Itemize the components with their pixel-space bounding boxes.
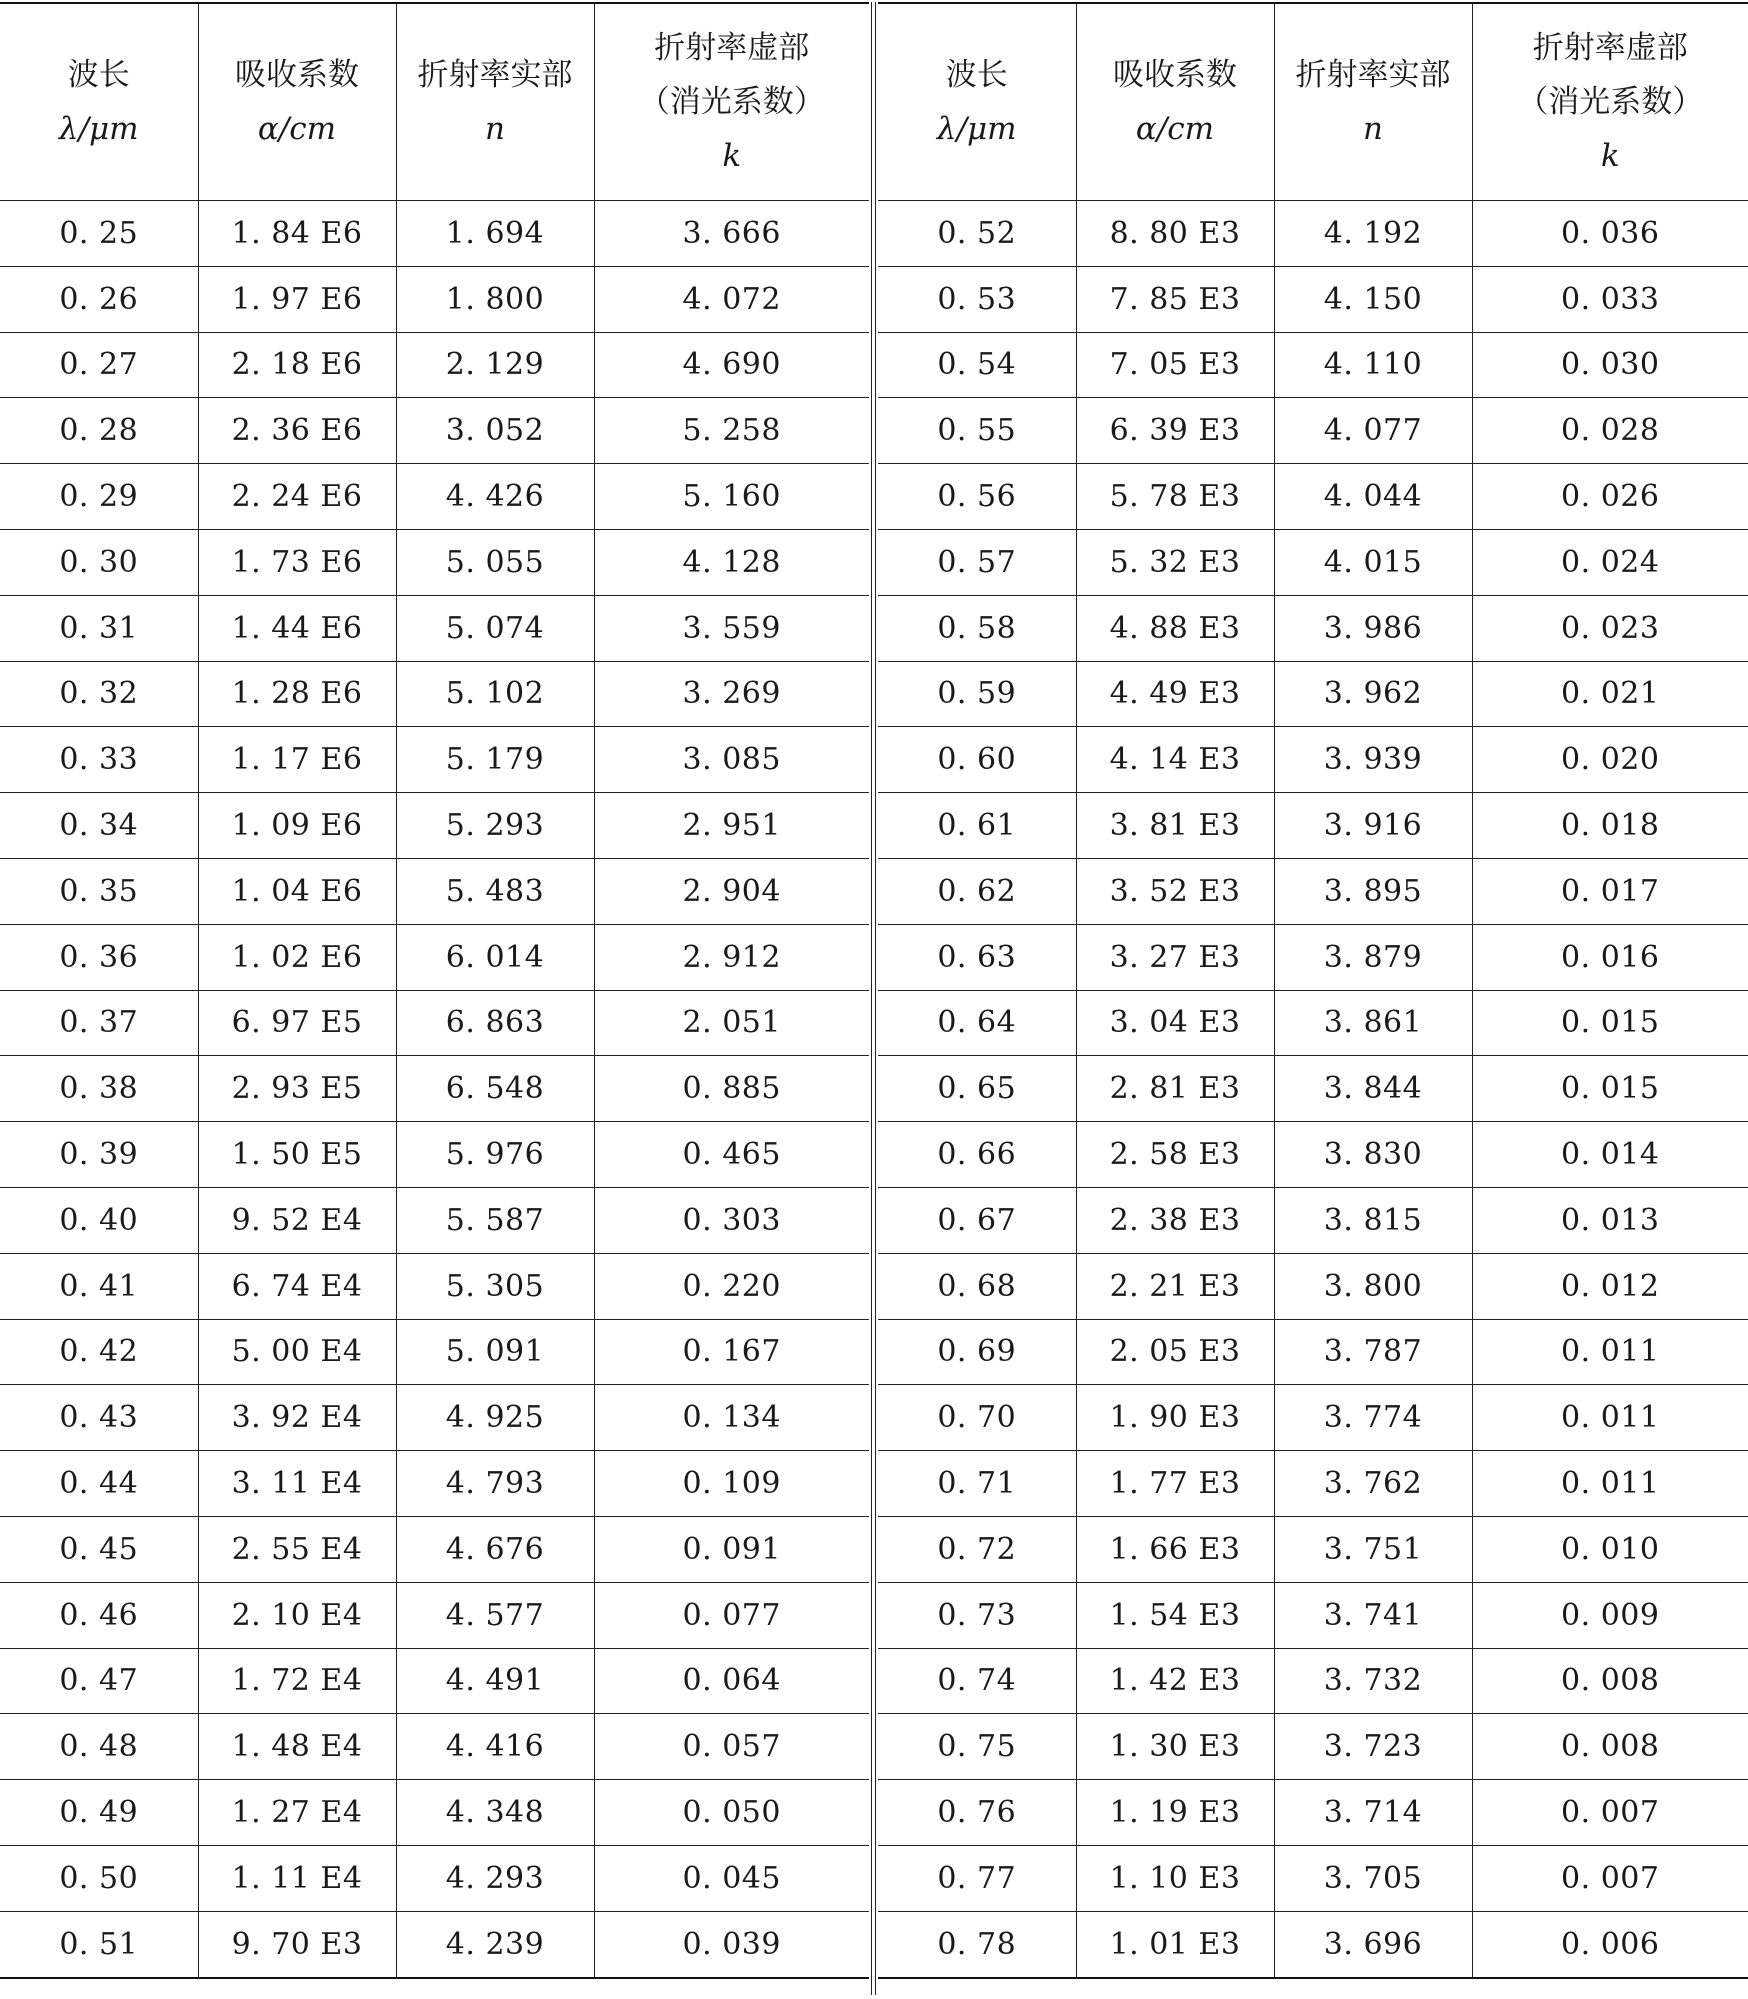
cell-extinction-k: 0. 077	[594, 1582, 869, 1648]
cell-refractive-n: 4. 015	[1274, 529, 1472, 595]
table-row	[878, 1911, 1748, 1977]
cell-extinction-k: 0. 026	[1472, 464, 1748, 530]
cell-wavelength: 0. 77	[878, 1845, 1076, 1911]
table-row	[878, 1319, 1748, 1385]
cell-wavelength: 0. 48	[0, 1714, 198, 1780]
cell-wavelength: 0. 57	[878, 529, 1076, 595]
cell-wavelength: 0. 64	[878, 990, 1076, 1056]
cell-absorption: 3. 92 E4	[198, 1385, 396, 1451]
cell-absorption: 1. 11 E4	[198, 1845, 396, 1911]
cell-refractive-n: 6. 863	[396, 990, 594, 1056]
cell-refractive-n: 3. 705	[1274, 1845, 1472, 1911]
cell-absorption: 7. 85 E3	[1076, 266, 1274, 332]
cell-wavelength: 0. 29	[0, 464, 198, 530]
table-row	[0, 529, 869, 595]
cell-extinction-k: 0. 109	[594, 1451, 869, 1517]
cell-absorption: 1. 84 E6	[198, 201, 396, 267]
cell-refractive-n: 5. 483	[396, 858, 594, 924]
cell-extinction-k: 0. 011	[1472, 1319, 1748, 1385]
table-row	[0, 1516, 869, 1582]
cell-extinction-k: 0. 064	[594, 1648, 869, 1714]
cell-absorption: 1. 97 E6	[198, 266, 396, 332]
cell-refractive-n: 5. 293	[396, 793, 594, 859]
cell-wavelength: 0. 62	[878, 858, 1076, 924]
cell-wavelength: 0. 34	[0, 793, 198, 859]
cell-extinction-k: 4. 128	[594, 529, 869, 595]
cell-absorption: 6. 74 E4	[198, 1253, 396, 1319]
cell-wavelength: 0. 37	[0, 990, 198, 1056]
cell-absorption: 1. 17 E6	[198, 727, 396, 793]
cell-absorption: 4. 88 E3	[1076, 595, 1274, 661]
cell-extinction-k: 3. 085	[594, 727, 869, 793]
cell-extinction-k: 0. 015	[1472, 990, 1748, 1056]
cell-extinction-k: 0. 028	[1472, 398, 1748, 464]
header-absorption: 吸收系数 α/cm	[1076, 3, 1274, 201]
cell-extinction-k: 0. 016	[1472, 924, 1748, 990]
cell-wavelength: 0. 36	[0, 924, 198, 990]
cell-wavelength: 0. 73	[878, 1582, 1076, 1648]
cell-refractive-n: 3. 916	[1274, 793, 1472, 859]
table-row	[0, 1056, 869, 1122]
cell-wavelength: 0. 45	[0, 1516, 198, 1582]
cell-extinction-k: 4. 690	[594, 332, 869, 398]
cell-extinction-k: 0. 885	[594, 1056, 869, 1122]
cell-wavelength: 0. 70	[878, 1385, 1076, 1451]
cell-absorption: 1. 44 E6	[198, 595, 396, 661]
table-row	[878, 1845, 1748, 1911]
cell-wavelength: 0. 25	[0, 201, 198, 267]
cell-wavelength: 0. 63	[878, 924, 1076, 990]
cell-wavelength: 0. 66	[878, 1122, 1076, 1188]
cell-extinction-k: 2. 904	[594, 858, 869, 924]
cell-extinction-k: 0. 023	[1472, 595, 1748, 661]
cell-absorption: 1. 72 E4	[198, 1648, 396, 1714]
cell-extinction-k: 0. 057	[594, 1714, 869, 1780]
cell-wavelength: 0. 78	[878, 1911, 1076, 1977]
cell-refractive-n: 3. 732	[1274, 1648, 1472, 1714]
table-row	[0, 398, 869, 464]
table-row	[0, 464, 869, 530]
cell-wavelength: 0. 38	[0, 1056, 198, 1122]
cell-wavelength: 0. 44	[0, 1451, 198, 1517]
cell-wavelength: 0. 40	[0, 1187, 198, 1253]
header-wavelength: 波长 λ/μm	[0, 3, 198, 201]
cell-extinction-k: 0. 017	[1472, 858, 1748, 924]
cell-wavelength: 0. 32	[0, 661, 198, 727]
cell-absorption: 1. 04 E6	[198, 858, 396, 924]
table-row	[0, 1911, 869, 1977]
cell-extinction-k: 0. 030	[1472, 332, 1748, 398]
cell-refractive-n: 3. 879	[1274, 924, 1472, 990]
cell-absorption: 4. 49 E3	[1076, 661, 1274, 727]
cell-wavelength: 0. 30	[0, 529, 198, 595]
cell-wavelength: 0. 35	[0, 858, 198, 924]
cell-refractive-n: 4. 491	[396, 1648, 594, 1714]
cell-extinction-k: 0. 009	[1472, 1582, 1748, 1648]
header-refractive-real: 折射率实部 n	[1274, 3, 1472, 201]
table-row	[878, 1187, 1748, 1253]
cell-refractive-n: 4. 044	[1274, 464, 1472, 530]
table-row	[0, 1845, 869, 1911]
cell-wavelength: 0. 61	[878, 793, 1076, 859]
table-row	[878, 595, 1748, 661]
cell-wavelength: 0. 58	[878, 595, 1076, 661]
cell-refractive-n: 3. 052	[396, 398, 594, 464]
cell-absorption: 3. 81 E3	[1076, 793, 1274, 859]
cell-refractive-n: 3. 696	[1274, 1911, 1472, 1977]
cell-absorption: 6. 97 E5	[198, 990, 396, 1056]
cell-absorption: 3. 52 E3	[1076, 858, 1274, 924]
cell-extinction-k: 3. 559	[594, 595, 869, 661]
cell-wavelength: 0. 60	[878, 727, 1076, 793]
cell-refractive-n: 4. 348	[396, 1780, 594, 1846]
cell-extinction-k: 0. 036	[1472, 201, 1748, 267]
cell-absorption: 3. 04 E3	[1076, 990, 1274, 1056]
cell-absorption: 1. 73 E6	[198, 529, 396, 595]
cell-absorption: 1. 50 E5	[198, 1122, 396, 1188]
right-body	[878, 201, 1748, 1978]
cell-absorption: 8. 80 E3	[1076, 201, 1274, 267]
cell-refractive-n: 4. 925	[396, 1385, 594, 1451]
cell-absorption: 1. 10 E3	[1076, 1845, 1274, 1911]
cell-absorption: 1. 90 E3	[1076, 1385, 1274, 1451]
table-row	[878, 529, 1748, 595]
cell-refractive-n: 3. 741	[1274, 1582, 1472, 1648]
cell-refractive-n: 3. 762	[1274, 1451, 1472, 1517]
header-absorption: 吸收系数 α/cm	[198, 3, 396, 201]
table-row	[0, 1582, 869, 1648]
table-row	[878, 1516, 1748, 1582]
cell-extinction-k: 0. 008	[1472, 1648, 1748, 1714]
cell-wavelength: 0. 54	[878, 332, 1076, 398]
cell-refractive-n: 4. 676	[396, 1516, 594, 1582]
cell-refractive-n: 4. 150	[1274, 266, 1472, 332]
table-row	[878, 1253, 1748, 1319]
cell-absorption: 1. 09 E6	[198, 793, 396, 859]
cell-absorption: 1. 28 E6	[198, 661, 396, 727]
cell-refractive-n: 3. 815	[1274, 1187, 1472, 1253]
cell-wavelength: 0. 50	[0, 1845, 198, 1911]
table-right-half	[878, 2, 1748, 1979]
cell-absorption: 1. 66 E3	[1076, 1516, 1274, 1582]
cell-wavelength: 0. 49	[0, 1780, 198, 1846]
cell-wavelength: 0. 65	[878, 1056, 1076, 1122]
table-row	[878, 661, 1748, 727]
cell-refractive-n: 5. 055	[396, 529, 594, 595]
cell-wavelength: 0. 68	[878, 1253, 1076, 1319]
cell-wavelength: 0. 51	[0, 1911, 198, 1977]
cell-wavelength: 0. 46	[0, 1582, 198, 1648]
cell-wavelength: 0. 76	[878, 1780, 1076, 1846]
cell-wavelength: 0. 74	[878, 1648, 1076, 1714]
table-row	[0, 793, 869, 859]
table-row	[0, 1780, 869, 1846]
cell-refractive-n: 5. 179	[396, 727, 594, 793]
table-row	[0, 201, 869, 267]
cell-wavelength: 0. 67	[878, 1187, 1076, 1253]
cell-extinction-k: 0. 045	[594, 1845, 869, 1911]
cell-absorption: 2. 93 E5	[198, 1056, 396, 1122]
cell-wavelength: 0. 31	[0, 595, 198, 661]
cell-extinction-k: 3. 269	[594, 661, 869, 727]
cell-wavelength: 0. 72	[878, 1516, 1076, 1582]
cell-extinction-k: 0. 303	[594, 1187, 869, 1253]
cell-refractive-n: 3. 939	[1274, 727, 1472, 793]
cell-extinction-k: 0. 167	[594, 1319, 869, 1385]
cell-extinction-k: 0. 015	[1472, 1056, 1748, 1122]
cell-refractive-n: 3. 895	[1274, 858, 1472, 924]
cell-extinction-k: 2. 051	[594, 990, 869, 1056]
cell-extinction-k: 0. 033	[1472, 266, 1748, 332]
cell-wavelength: 0. 56	[878, 464, 1076, 530]
cell-refractive-n: 3. 774	[1274, 1385, 1472, 1451]
cell-wavelength: 0. 26	[0, 266, 198, 332]
cell-refractive-n: 5. 102	[396, 661, 594, 727]
cell-absorption: 5. 00 E4	[198, 1319, 396, 1385]
table-row	[0, 1122, 869, 1188]
cell-wavelength: 0. 71	[878, 1451, 1076, 1517]
cell-absorption: 2. 81 E3	[1076, 1056, 1274, 1122]
table-row	[878, 398, 1748, 464]
table-row	[0, 661, 869, 727]
cell-absorption: 6. 39 E3	[1076, 398, 1274, 464]
cell-wavelength: 0. 52	[878, 201, 1076, 267]
table-row	[878, 1451, 1748, 1517]
table-row	[0, 1385, 869, 1451]
table-row	[0, 1319, 869, 1385]
table-row	[878, 332, 1748, 398]
cell-absorption: 2. 38 E3	[1076, 1187, 1274, 1253]
cell-refractive-n: 4. 416	[396, 1714, 594, 1780]
table-row	[0, 1451, 869, 1517]
cell-absorption: 3. 27 E3	[1076, 924, 1274, 990]
cell-extinction-k: 0. 018	[1472, 793, 1748, 859]
cell-absorption: 2. 24 E6	[198, 464, 396, 530]
cell-refractive-n: 3. 986	[1274, 595, 1472, 661]
cell-wavelength: 0. 33	[0, 727, 198, 793]
cell-wavelength: 0. 41	[0, 1253, 198, 1319]
cell-absorption: 5. 78 E3	[1076, 464, 1274, 530]
cell-extinction-k: 0. 039	[594, 1911, 869, 1977]
table-row	[0, 727, 869, 793]
table-row	[0, 1714, 869, 1780]
cell-extinction-k: 0. 091	[594, 1516, 869, 1582]
cell-extinction-k: 0. 012	[1472, 1253, 1748, 1319]
cell-refractive-n: 3. 844	[1274, 1056, 1472, 1122]
table-row	[878, 1648, 1748, 1714]
cell-refractive-n: 3. 962	[1274, 661, 1472, 727]
cell-extinction-k: 0. 014	[1472, 1122, 1748, 1188]
cell-refractive-n: 5. 305	[396, 1253, 594, 1319]
cell-refractive-n: 3. 723	[1274, 1714, 1472, 1780]
table-row	[0, 1187, 869, 1253]
table-row	[0, 1253, 869, 1319]
cell-absorption: 1. 30 E3	[1076, 1714, 1274, 1780]
cell-refractive-n: 4. 239	[396, 1911, 594, 1977]
cell-extinction-k: 2. 951	[594, 793, 869, 859]
cell-refractive-n: 4. 293	[396, 1845, 594, 1911]
cell-wavelength: 0. 39	[0, 1122, 198, 1188]
header-refractive-imaginary: 折射率虚部 （消光系数） k	[594, 3, 869, 201]
cell-extinction-k: 3. 666	[594, 201, 869, 267]
table-row	[878, 201, 1748, 267]
cell-refractive-n: 5. 976	[396, 1122, 594, 1188]
table-row	[0, 595, 869, 661]
table-row	[0, 858, 869, 924]
cell-absorption: 2. 18 E6	[198, 332, 396, 398]
cell-absorption: 5. 32 E3	[1076, 529, 1274, 595]
cell-refractive-n: 3. 830	[1274, 1122, 1472, 1188]
cell-absorption: 2. 21 E3	[1076, 1253, 1274, 1319]
table-row	[878, 727, 1748, 793]
cell-extinction-k: 0. 050	[594, 1780, 869, 1846]
cell-absorption: 7. 05 E3	[1076, 332, 1274, 398]
cell-refractive-n: 4. 077	[1274, 398, 1472, 464]
cell-wavelength: 0. 27	[0, 332, 198, 398]
cell-wavelength: 0. 43	[0, 1385, 198, 1451]
table-row	[0, 266, 869, 332]
cell-extinction-k: 0. 011	[1472, 1451, 1748, 1517]
cell-absorption: 4. 14 E3	[1076, 727, 1274, 793]
cell-absorption: 3. 11 E4	[198, 1451, 396, 1517]
table-row	[878, 266, 1748, 332]
table-left-half	[0, 2, 869, 1979]
cell-absorption: 2. 10 E4	[198, 1582, 396, 1648]
cell-refractive-n: 2. 129	[396, 332, 594, 398]
cell-absorption: 1. 48 E4	[198, 1714, 396, 1780]
cell-extinction-k: 0. 007	[1472, 1780, 1748, 1846]
cell-refractive-n: 6. 548	[396, 1056, 594, 1122]
cell-absorption: 2. 36 E6	[198, 398, 396, 464]
cell-absorption: 1. 77 E3	[1076, 1451, 1274, 1517]
cell-extinction-k: 0. 220	[594, 1253, 869, 1319]
table-row	[878, 1780, 1748, 1846]
table-row	[0, 924, 869, 990]
cell-extinction-k: 4. 072	[594, 266, 869, 332]
header-refractive-real: 折射率实部 n	[396, 3, 594, 201]
cell-absorption: 2. 58 E3	[1076, 1122, 1274, 1188]
cell-refractive-n: 3. 751	[1274, 1516, 1472, 1582]
cell-refractive-n: 3. 800	[1274, 1253, 1472, 1319]
table-row	[878, 1582, 1748, 1648]
cell-extinction-k: 0. 020	[1472, 727, 1748, 793]
cell-absorption: 9. 52 E4	[198, 1187, 396, 1253]
cell-refractive-n: 4. 110	[1274, 332, 1472, 398]
cell-refractive-n: 3. 861	[1274, 990, 1472, 1056]
cell-refractive-n: 1. 800	[396, 266, 594, 332]
header-refractive-imaginary: 折射率虚部 （消光系数） k	[1472, 3, 1748, 201]
cell-refractive-n: 4. 793	[396, 1451, 594, 1517]
cell-refractive-n: 5. 091	[396, 1319, 594, 1385]
cell-refractive-n: 3. 787	[1274, 1319, 1472, 1385]
table-row	[878, 1385, 1748, 1451]
header-row	[0, 3, 869, 201]
center-double-rule	[871, 2, 876, 1995]
table-row	[0, 1648, 869, 1714]
table-row	[878, 1122, 1748, 1188]
left-body	[0, 201, 869, 1978]
cell-extinction-k: 0. 007	[1472, 1845, 1748, 1911]
cell-refractive-n: 4. 577	[396, 1582, 594, 1648]
cell-extinction-k: 0. 465	[594, 1122, 869, 1188]
cell-absorption: 1. 01 E3	[1076, 1911, 1274, 1977]
cell-wavelength: 0. 28	[0, 398, 198, 464]
table-row	[878, 1714, 1748, 1780]
header-row	[878, 3, 1748, 201]
cell-wavelength: 0. 42	[0, 1319, 198, 1385]
header-wavelength: 波长 λ/μm	[878, 3, 1076, 201]
cell-absorption: 1. 02 E6	[198, 924, 396, 990]
cell-extinction-k: 0. 021	[1472, 661, 1748, 727]
cell-extinction-k: 0. 013	[1472, 1187, 1748, 1253]
cell-refractive-n: 1. 694	[396, 201, 594, 267]
cell-absorption: 1. 27 E4	[198, 1780, 396, 1846]
table-row	[878, 793, 1748, 859]
cell-wavelength: 0. 53	[878, 266, 1076, 332]
table-row	[878, 1056, 1748, 1122]
cell-absorption: 2. 55 E4	[198, 1516, 396, 1582]
cell-extinction-k: 2. 912	[594, 924, 869, 990]
table-row	[878, 464, 1748, 530]
table-row	[878, 990, 1748, 1056]
cell-extinction-k: 0. 010	[1472, 1516, 1748, 1582]
cell-wavelength: 0. 55	[878, 398, 1076, 464]
cell-wavelength: 0. 75	[878, 1714, 1076, 1780]
cell-absorption: 9. 70 E3	[198, 1911, 396, 1977]
cell-extinction-k: 0. 011	[1472, 1385, 1748, 1451]
cell-extinction-k: 5. 160	[594, 464, 869, 530]
cell-extinction-k: 0. 024	[1472, 529, 1748, 595]
cell-refractive-n: 3. 714	[1274, 1780, 1472, 1846]
cell-refractive-n: 5. 074	[396, 595, 594, 661]
cell-absorption: 1. 54 E3	[1076, 1582, 1274, 1648]
table-row	[878, 924, 1748, 990]
cell-wavelength: 0. 69	[878, 1319, 1076, 1385]
cell-wavelength: 0. 59	[878, 661, 1076, 727]
cell-extinction-k: 0. 134	[594, 1385, 869, 1451]
cell-refractive-n: 5. 587	[396, 1187, 594, 1253]
cell-absorption: 1. 19 E3	[1076, 1780, 1274, 1846]
cell-absorption: 2. 05 E3	[1076, 1319, 1274, 1385]
cell-absorption: 1. 42 E3	[1076, 1648, 1274, 1714]
cell-extinction-k: 0. 008	[1472, 1714, 1748, 1780]
table-row	[878, 858, 1748, 924]
table-row	[0, 990, 869, 1056]
table-row	[0, 332, 869, 398]
cell-wavelength: 0. 47	[0, 1648, 198, 1714]
cell-extinction-k: 5. 258	[594, 398, 869, 464]
cell-extinction-k: 0. 006	[1472, 1911, 1748, 1977]
cell-refractive-n: 4. 192	[1274, 201, 1472, 267]
cell-refractive-n: 4. 426	[396, 464, 594, 530]
cell-refractive-n: 6. 014	[396, 924, 594, 990]
